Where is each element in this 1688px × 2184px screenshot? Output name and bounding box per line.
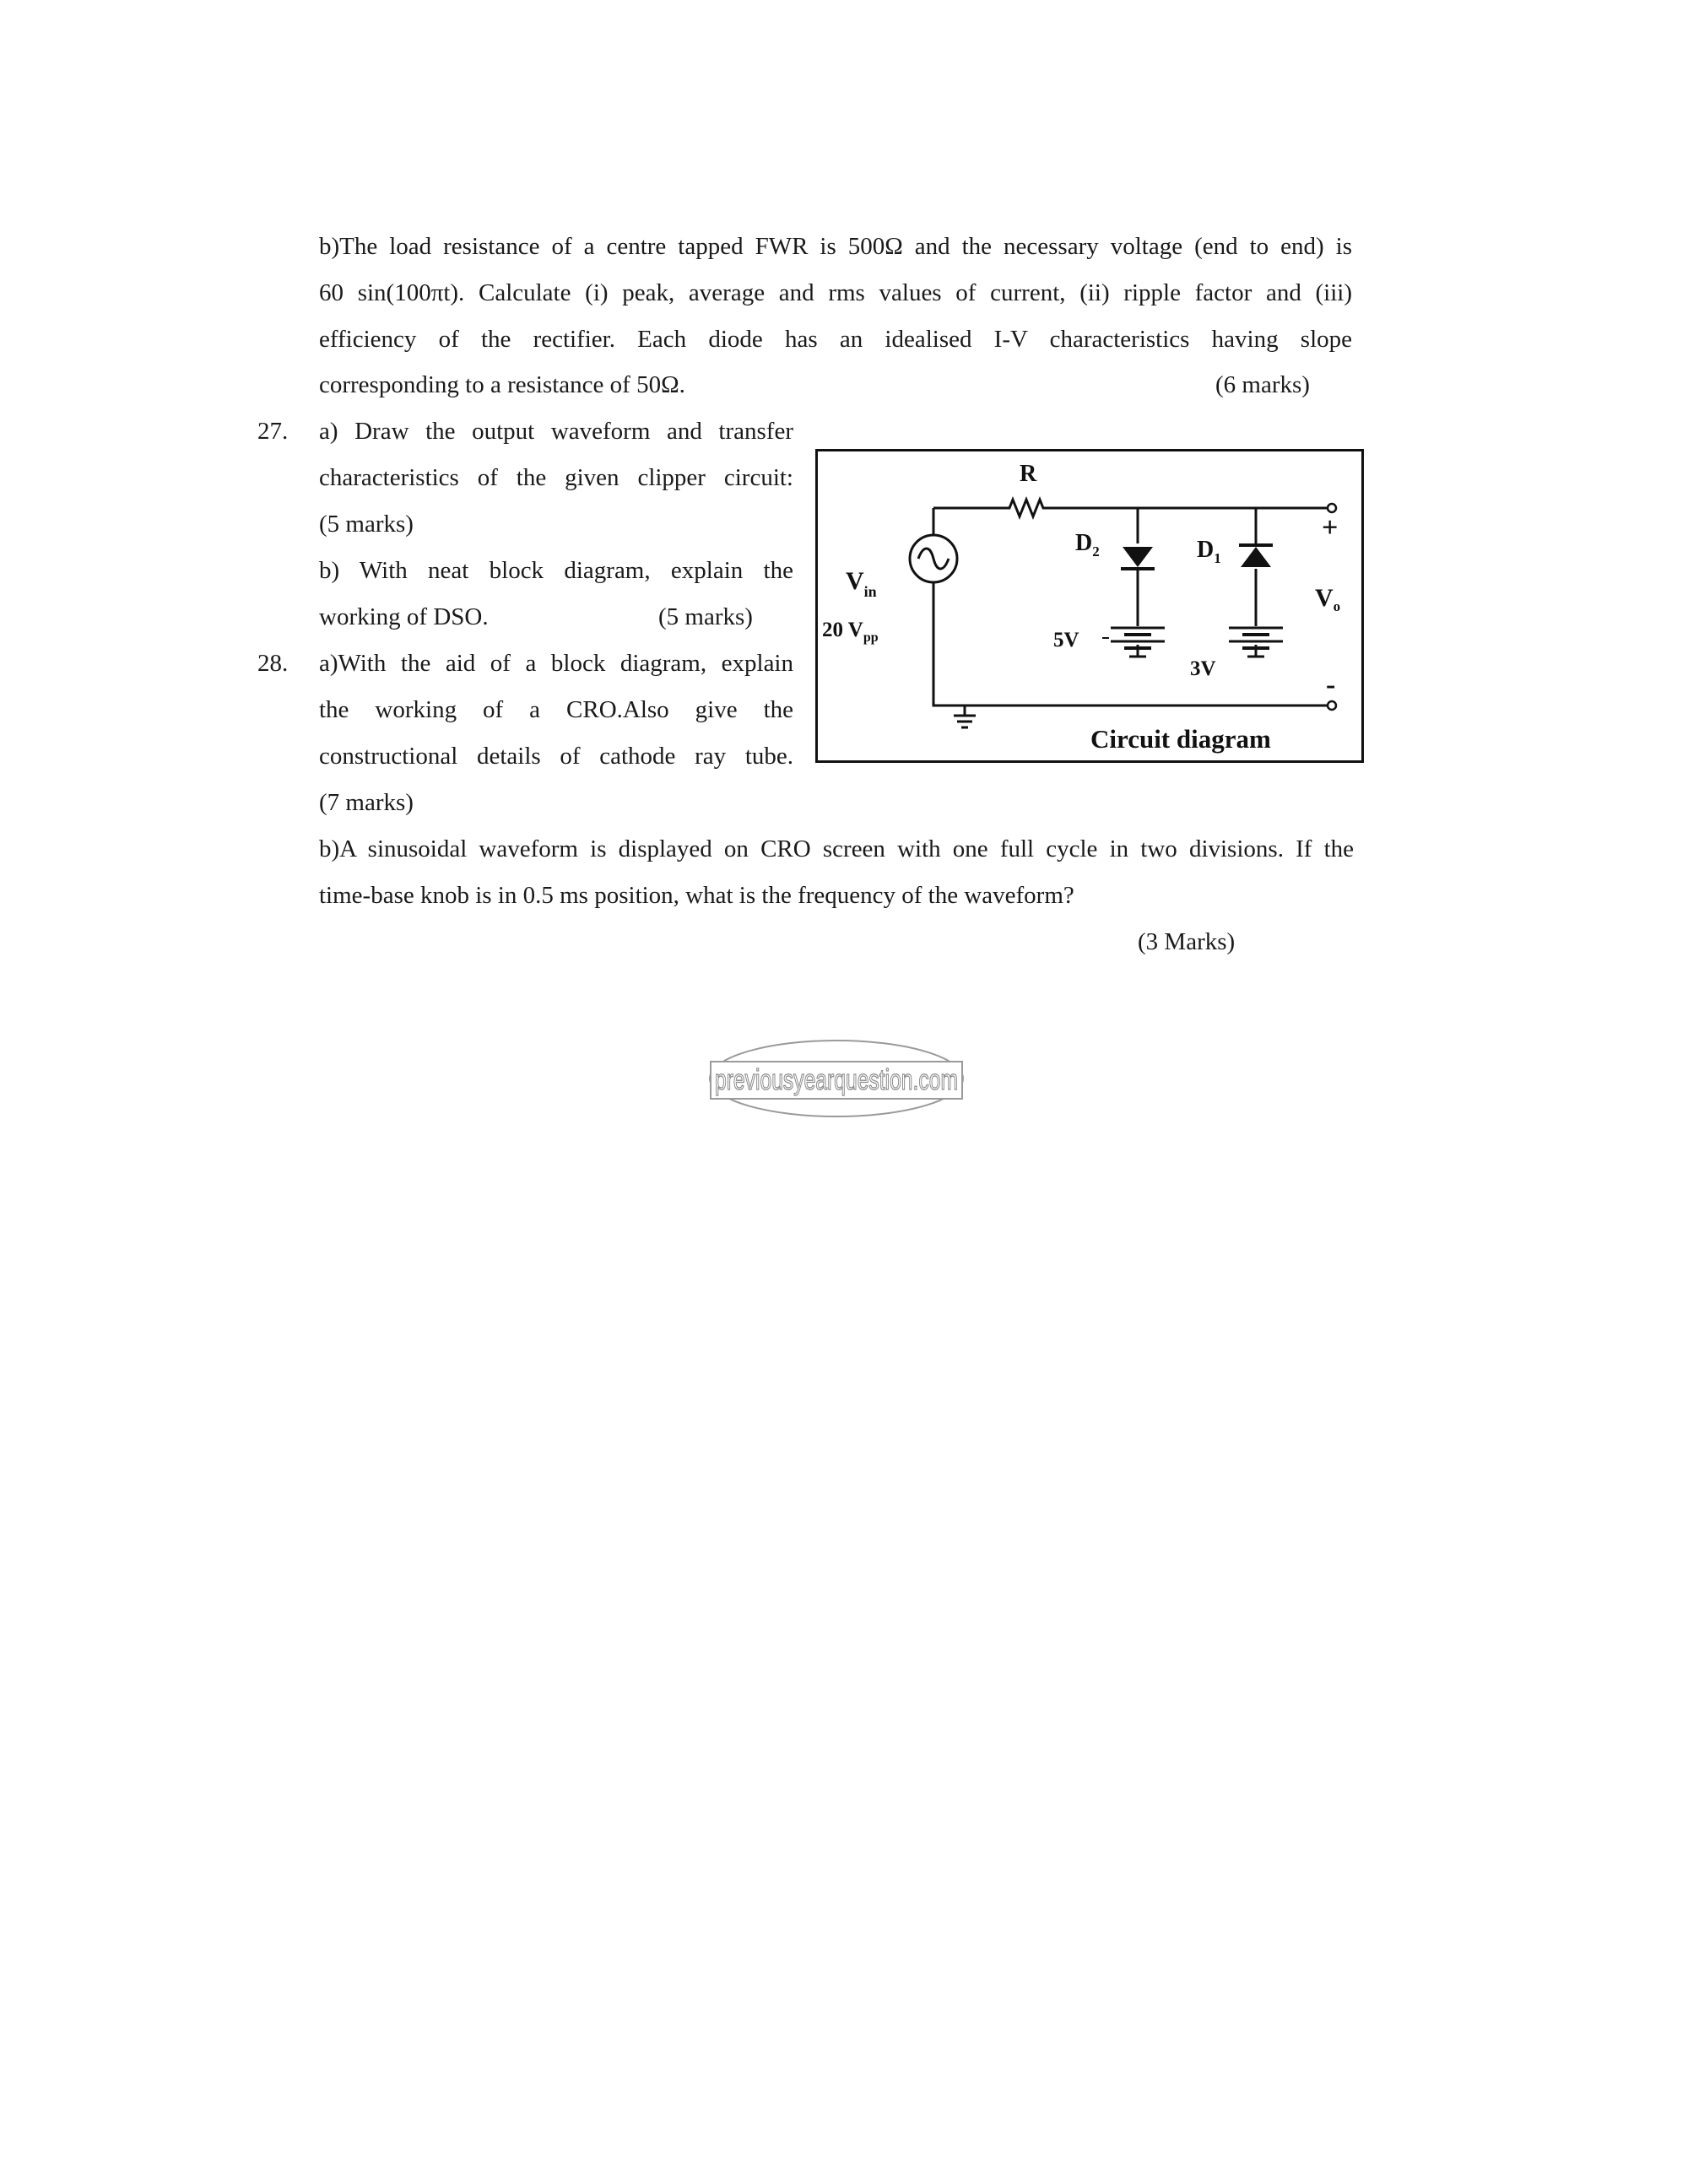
q28a-line-3: constructional details of cathode ray tube. (319, 743, 793, 770)
q26b-line-3: efficiency of the rectifier. Each diode has an idealised I-V characteristics having slope (319, 326, 1352, 353)
q28b-line-2: time-base knob is in 0.5 ms position, what is the frequency of the waveform? (319, 882, 1074, 909)
circuit-caption: Circuit diagram (1090, 724, 1271, 754)
output-minus-label: - (1326, 669, 1336, 700)
d1-label: $D_1$ (1197, 537, 1221, 566)
q27b-line-1: b) With neat block diagram, explain the (319, 557, 793, 584)
q27a-line-2: characteristics of the given clipper circuit: (319, 464, 793, 491)
battery-5v-label: 5V (1053, 629, 1079, 651)
q27a-marks: (5 marks) (319, 511, 414, 538)
diagram-border (817, 451, 1363, 762)
clipper-circuit-diagram (815, 449, 1364, 763)
output-plus-label: + (1322, 512, 1339, 543)
q26b-line-1: b)The load resistance of a centre tapped FWR is 500Ω and the necessary voltage (end to end) is (319, 233, 1352, 260)
watermark-text: previousyearquestion.com (715, 1064, 958, 1096)
output-terminal-top (1328, 504, 1336, 512)
q28b-line-1: b)A sinusoidal waveform is displayed on CRO screen with one full cycle in two divisions. If the (319, 835, 1354, 862)
vo-label: $V_o$ (1315, 584, 1341, 614)
output-terminal-bottom (1328, 701, 1336, 710)
q28a-line-2: the working of a CRO.Also give the (319, 696, 793, 723)
q28a-marks: (7 marks) (319, 789, 414, 816)
vin-label: $V_{in}$ (846, 567, 877, 600)
q27-number: 27. (257, 418, 289, 445)
q28b-marks: (3 Marks) (1138, 928, 1236, 955)
battery-3v-label: 3V (1190, 657, 1216, 680)
q28-number: 28. (257, 650, 289, 677)
site-watermark (707, 1038, 966, 1119)
q27b-marks: (5 marks) (658, 603, 753, 630)
q26b-marks: (6 marks) (1215, 371, 1310, 398)
q26b-line-4: corresponding to a resistance of 50Ω. (319, 371, 685, 398)
d2-label: $D_2$ (1075, 530, 1100, 560)
vin-value: 20 $V_{pp}$ (822, 619, 879, 645)
q27b-line-2: working of DSO. (319, 603, 489, 630)
resistor-label: R (1020, 461, 1037, 487)
q28a-line-1: a)With the aid of a block diagram, explain (319, 650, 793, 677)
q27a-line-1: a) Draw the output waveform and transfer (319, 418, 793, 445)
ac-source-symbol (910, 535, 957, 582)
q26b-line-2: 60 sin(100πt). Calculate (i) peak, average and rms values of current, (ii) ripple factor and (iii) (319, 279, 1352, 306)
